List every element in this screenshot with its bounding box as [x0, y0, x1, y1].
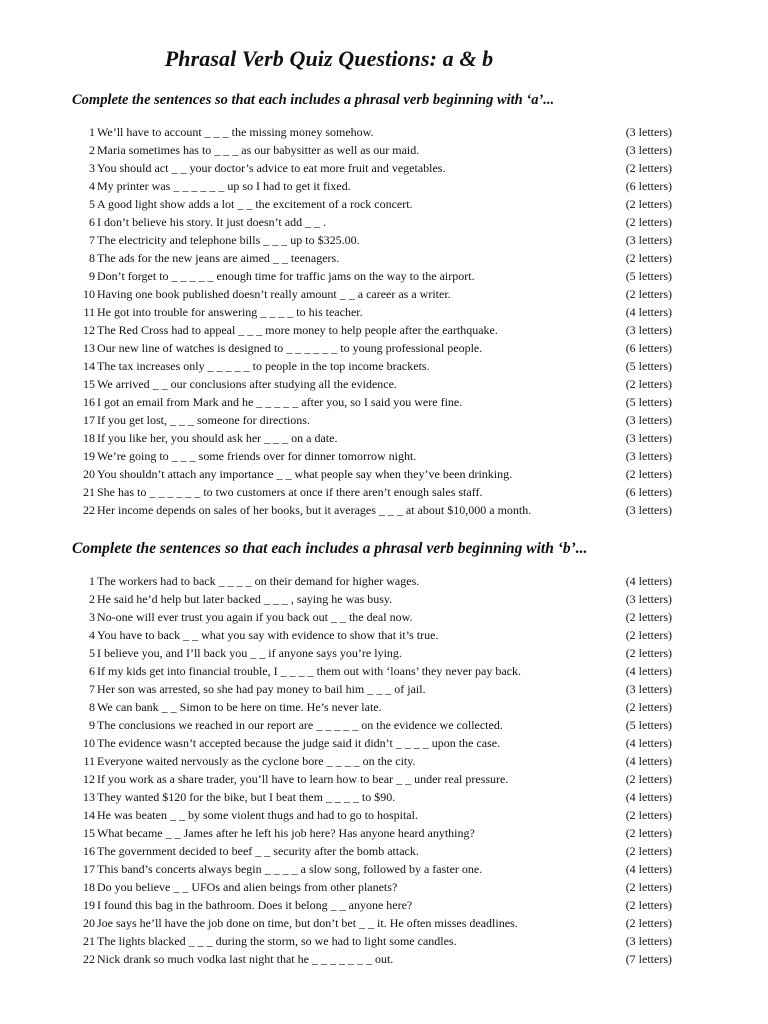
- question-row: [78, 608, 672, 626]
- letter-count-hint: (2 letters): [625, 700, 672, 714]
- letter-count-hint: (3 letters): [625, 503, 672, 517]
- question-row: [78, 159, 672, 177]
- letter-count-hint: (2 letters): [625, 628, 672, 642]
- question-text: We arrived _ _ our conclusions after studying all the evidence.: [97, 377, 397, 391]
- letter-count-hint: (6 letters): [625, 179, 672, 193]
- question-text: I got an email from Mark and he _ _ _ _ _ after you, so I said you were fine.: [97, 395, 463, 409]
- question-number: 5: [89, 197, 95, 211]
- question-number: 13: [83, 790, 95, 804]
- letter-count-hint: (4 letters): [625, 664, 672, 678]
- question-row: [78, 860, 672, 878]
- question-number: 14: [83, 808, 95, 822]
- question-text: No-one will ever trust you again if you back out _ _ the deal now.: [97, 610, 413, 624]
- question-row: [78, 123, 672, 141]
- question-text: What became _ _ James after he left his job here? Has anyone heard anything?: [97, 826, 475, 840]
- question-text: The lights blacked _ _ _ during the storm, so we had to light some candles.: [97, 934, 457, 948]
- letter-count-hint: (2 letters): [625, 898, 672, 912]
- letter-count-hint: (2 letters): [625, 251, 672, 265]
- letter-count-hint: (2 letters): [625, 610, 672, 624]
- letter-count-hint: (3 letters): [625, 682, 672, 696]
- question-row: [78, 339, 672, 357]
- letter-count-hint: (6 letters): [625, 485, 672, 499]
- letter-count-hint: (3 letters): [625, 431, 672, 445]
- question-number: 9: [89, 269, 95, 283]
- question-row: [78, 680, 672, 698]
- question-row: [78, 842, 672, 860]
- letter-count-hint: (2 letters): [625, 467, 672, 481]
- question-number: 17: [83, 862, 95, 876]
- question-row: [78, 357, 672, 375]
- question-text: You have to back _ _ what you say with evidence to show that it’s true.: [97, 628, 439, 642]
- letter-count-hint: (3 letters): [625, 233, 672, 247]
- letter-count-hint: (3 letters): [625, 125, 672, 139]
- question-text: The tax increases only _ _ _ _ _ to people in the top income brackets.: [97, 359, 430, 373]
- question-number: 1: [89, 574, 95, 588]
- letter-count-hint: (3 letters): [625, 323, 672, 337]
- question-row: [78, 429, 672, 447]
- question-text: I found this bag in the bathroom. Does it belong _ _ anyone here?: [97, 898, 413, 912]
- letter-count-hint: (2 letters): [625, 646, 672, 660]
- question-text: This band’s concerts always begin _ _ _ _ a slow song, followed by a faster one.: [97, 862, 483, 876]
- question-number: 12: [83, 323, 95, 337]
- question-number: 14: [83, 359, 95, 373]
- question-number: 22: [83, 503, 95, 517]
- question-text: Don’t forget to _ _ _ _ _ enough time for traffic jams on the way to the airport.: [97, 269, 475, 283]
- question-row: [78, 914, 672, 932]
- question-row: [78, 285, 672, 303]
- question-text: Joe says he’ll have the job done on time, but don’t bet _ _ it. He often misses deadlines.: [97, 916, 518, 930]
- question-row: [78, 878, 672, 896]
- question-number: 6: [89, 215, 95, 229]
- letter-count-hint: (4 letters): [625, 305, 672, 319]
- question-number: 10: [83, 287, 95, 301]
- question-row: [78, 177, 672, 195]
- letter-count-hint: (5 letters): [625, 718, 672, 732]
- question-text: The Red Cross had to appeal _ _ _ more money to help people after the earthquake.: [97, 323, 498, 337]
- question-row: [78, 626, 672, 644]
- question-row: [78, 770, 672, 788]
- section-a-instruction: Complete the sentences so that each includes a phrasal verb beginning with ‘a’...: [72, 92, 555, 108]
- question-number: 20: [83, 467, 95, 481]
- question-number: 10: [83, 736, 95, 750]
- page-title: Phrasal Verb Quiz Questions: a & b: [164, 46, 494, 71]
- question-text: You should act _ _ your doctor’s advice to eat more fruit and vegetables.: [97, 161, 446, 175]
- question-text: Her income depends on sales of her books, but it averages _ _ _ at about $10,000 a month.: [97, 503, 532, 517]
- question-row: [78, 195, 672, 213]
- question-number: 2: [89, 592, 95, 606]
- question-text: If you like her, you should ask her _ _ _ on a date.: [97, 431, 338, 445]
- question-text: Her son was arrested, so she had pay money to bail him _ _ _ of jail.: [97, 682, 426, 696]
- question-text: We can bank _ _ Simon to be here on time. He’s never late.: [97, 700, 382, 714]
- question-text: He was beaten _ _ by some violent thugs and had to go to hospital.: [97, 808, 418, 822]
- question-row: [78, 321, 672, 339]
- question-number: 19: [83, 898, 95, 912]
- question-row: [78, 213, 672, 231]
- section-b-question-list: [78, 572, 672, 968]
- question-row: [78, 249, 672, 267]
- question-row: [78, 734, 672, 752]
- question-text: If you get lost, _ _ _ someone for directions.: [97, 413, 310, 427]
- letter-count-hint: (5 letters): [625, 395, 672, 409]
- letter-count-hint: (2 letters): [625, 215, 672, 229]
- question-text: The government decided to beef _ _ security after the bomb attack.: [97, 844, 419, 858]
- question-row: [78, 572, 672, 590]
- letter-count-hint: (3 letters): [625, 449, 672, 463]
- question-text: The ads for the new jeans are aimed _ _ teenagers.: [97, 251, 340, 265]
- question-row: [78, 950, 672, 968]
- question-row: [78, 375, 672, 393]
- question-row: [78, 501, 672, 519]
- question-number: 16: [83, 844, 95, 858]
- letter-count-hint: (4 letters): [625, 754, 672, 768]
- question-text: If my kids get into financial trouble, I _ _ _ _ them out with ‘loans’ they never pay back.: [97, 664, 522, 678]
- letter-count-hint: (2 letters): [625, 377, 672, 391]
- letter-count-hint: (2 letters): [625, 161, 672, 175]
- letter-count-hint: (2 letters): [625, 844, 672, 858]
- question-text: You shouldn’t attach any importance _ _ what people say when they’ve been drinking.: [97, 467, 513, 481]
- question-number: 12: [83, 772, 95, 786]
- question-row: [78, 806, 672, 824]
- question-number: 2: [89, 143, 95, 157]
- letter-count-hint: (7 letters): [625, 952, 672, 966]
- question-row: [78, 788, 672, 806]
- question-number: 1: [89, 125, 95, 139]
- letter-count-hint: (6 letters): [625, 341, 672, 355]
- letter-count-hint: (2 letters): [625, 826, 672, 840]
- question-number: 21: [83, 934, 95, 948]
- letter-count-hint: (2 letters): [625, 197, 672, 211]
- question-text: I believe you, and I’ll back you _ _ if anyone says you’re lying.: [97, 646, 402, 660]
- letter-count-hint: (3 letters): [625, 143, 672, 157]
- question-row: [78, 716, 672, 734]
- section-a-question-list: [78, 123, 672, 519]
- question-text: We’re going to _ _ _ some friends over for dinner tomorrow night.: [97, 449, 417, 463]
- question-text: Having one book published doesn’t really amount _ _ a career as a writer.: [97, 287, 451, 301]
- question-row: [78, 267, 672, 285]
- question-row: [78, 698, 672, 716]
- question-row: [78, 932, 672, 950]
- question-text: They wanted $120 for the bike, but I beat them _ _ _ _ to $90.: [97, 790, 396, 804]
- question-text: We’ll have to account _ _ _ the missing money somehow.: [97, 125, 374, 139]
- question-row: [78, 896, 672, 914]
- question-text: The conclusions we reached in our report are _ _ _ _ _ on the evidence we collected.: [97, 718, 503, 732]
- question-number: 19: [83, 449, 95, 463]
- question-text: She has to _ _ _ _ _ _ to two customers at once if there aren’t enough sales staff.: [97, 485, 483, 499]
- letter-count-hint: (3 letters): [625, 934, 672, 948]
- question-number: 13: [83, 341, 95, 355]
- question-row: [78, 752, 672, 770]
- question-number: 11: [83, 305, 95, 319]
- question-number: 8: [89, 700, 95, 714]
- letter-count-hint: (3 letters): [625, 592, 672, 606]
- question-text: If you work as a share trader, you’ll have to learn how to bear _ _ under real pressure.: [97, 772, 509, 786]
- question-text: Nick drank so much vodka last night that he _ _ _ _ _ _ _ out.: [97, 952, 394, 966]
- question-number: 17: [83, 413, 95, 427]
- question-number: 5: [89, 646, 95, 660]
- letter-count-hint: (4 letters): [625, 790, 672, 804]
- question-row: [78, 141, 672, 159]
- question-number: 20: [83, 916, 95, 930]
- question-number: 4: [89, 179, 95, 193]
- question-text: A good light show adds a lot _ _ the excitement of a rock concert.: [97, 197, 413, 211]
- question-number: 21: [83, 485, 95, 499]
- letter-count-hint: (2 letters): [625, 880, 672, 894]
- question-number: 9: [89, 718, 95, 732]
- question-number: 16: [83, 395, 95, 409]
- question-number: 6: [89, 664, 95, 678]
- question-row: [78, 303, 672, 321]
- letter-count-hint: (2 letters): [625, 808, 672, 822]
- section-b-instruction: Complete the sentences so that each includes a phrasal verb beginning with ‘b’...: [72, 540, 588, 557]
- question-number: 3: [89, 610, 95, 624]
- question-number: 18: [83, 431, 95, 445]
- question-text: My printer was _ _ _ _ _ _ up so I had to get it fixed.: [97, 179, 351, 193]
- question-row: [78, 447, 672, 465]
- question-row: [78, 644, 672, 662]
- question-number: 8: [89, 251, 95, 265]
- letter-count-hint: (5 letters): [625, 269, 672, 283]
- question-text: Maria sometimes has to _ _ _ as our babysitter as well as our maid.: [97, 143, 420, 157]
- question-row: [78, 411, 672, 429]
- question-text: The workers had to back _ _ _ _ on their demand for higher wages.: [97, 574, 420, 588]
- question-text: Do you believe _ _ UFOs and alien beings from other planets?: [97, 880, 398, 894]
- question-text: Everyone waited nervously as the cyclone bore _ _ _ _ on the city.: [97, 754, 416, 768]
- letter-count-hint: (2 letters): [625, 772, 672, 786]
- letter-count-hint: (4 letters): [625, 574, 672, 588]
- question-text: He got into trouble for answering _ _ _ _ to his teacher.: [97, 305, 363, 319]
- letter-count-hint: (2 letters): [625, 916, 672, 930]
- question-row: [78, 824, 672, 842]
- question-number: 15: [83, 826, 95, 840]
- question-number: 15: [83, 377, 95, 391]
- question-number: 7: [89, 233, 95, 247]
- question-number: 18: [83, 880, 95, 894]
- letter-count-hint: (2 letters): [625, 287, 672, 301]
- question-number: 3: [89, 161, 95, 175]
- question-number: 4: [89, 628, 95, 642]
- question-row: [78, 662, 672, 680]
- question-row: [78, 590, 672, 608]
- question-text: He said he’d help but later backed _ _ _ , saying he was busy.: [97, 592, 393, 606]
- question-text: I don’t believe his story. It just doesn’t add _ _ .: [97, 215, 327, 229]
- letter-count-hint: (4 letters): [625, 862, 672, 876]
- question-text: The evidence wasn’t accepted because the judge said it didn’t _ _ _ _ upon the case.: [97, 736, 501, 750]
- question-row: [78, 465, 672, 483]
- letter-count-hint: (3 letters): [625, 413, 672, 427]
- question-number: 11: [83, 754, 95, 768]
- question-row: [78, 483, 672, 501]
- question-row: [78, 393, 672, 411]
- letter-count-hint: (5 letters): [625, 359, 672, 373]
- letter-count-hint: (4 letters): [625, 736, 672, 750]
- question-number: 22: [83, 952, 95, 966]
- question-number: 7: [89, 682, 95, 696]
- question-text: The electricity and telephone bills _ _ _ up to $325.00.: [97, 233, 360, 247]
- question-row: [78, 231, 672, 249]
- question-text: Our new line of watches is designed to _ _ _ _ _ _ to young professional people.: [97, 341, 483, 355]
